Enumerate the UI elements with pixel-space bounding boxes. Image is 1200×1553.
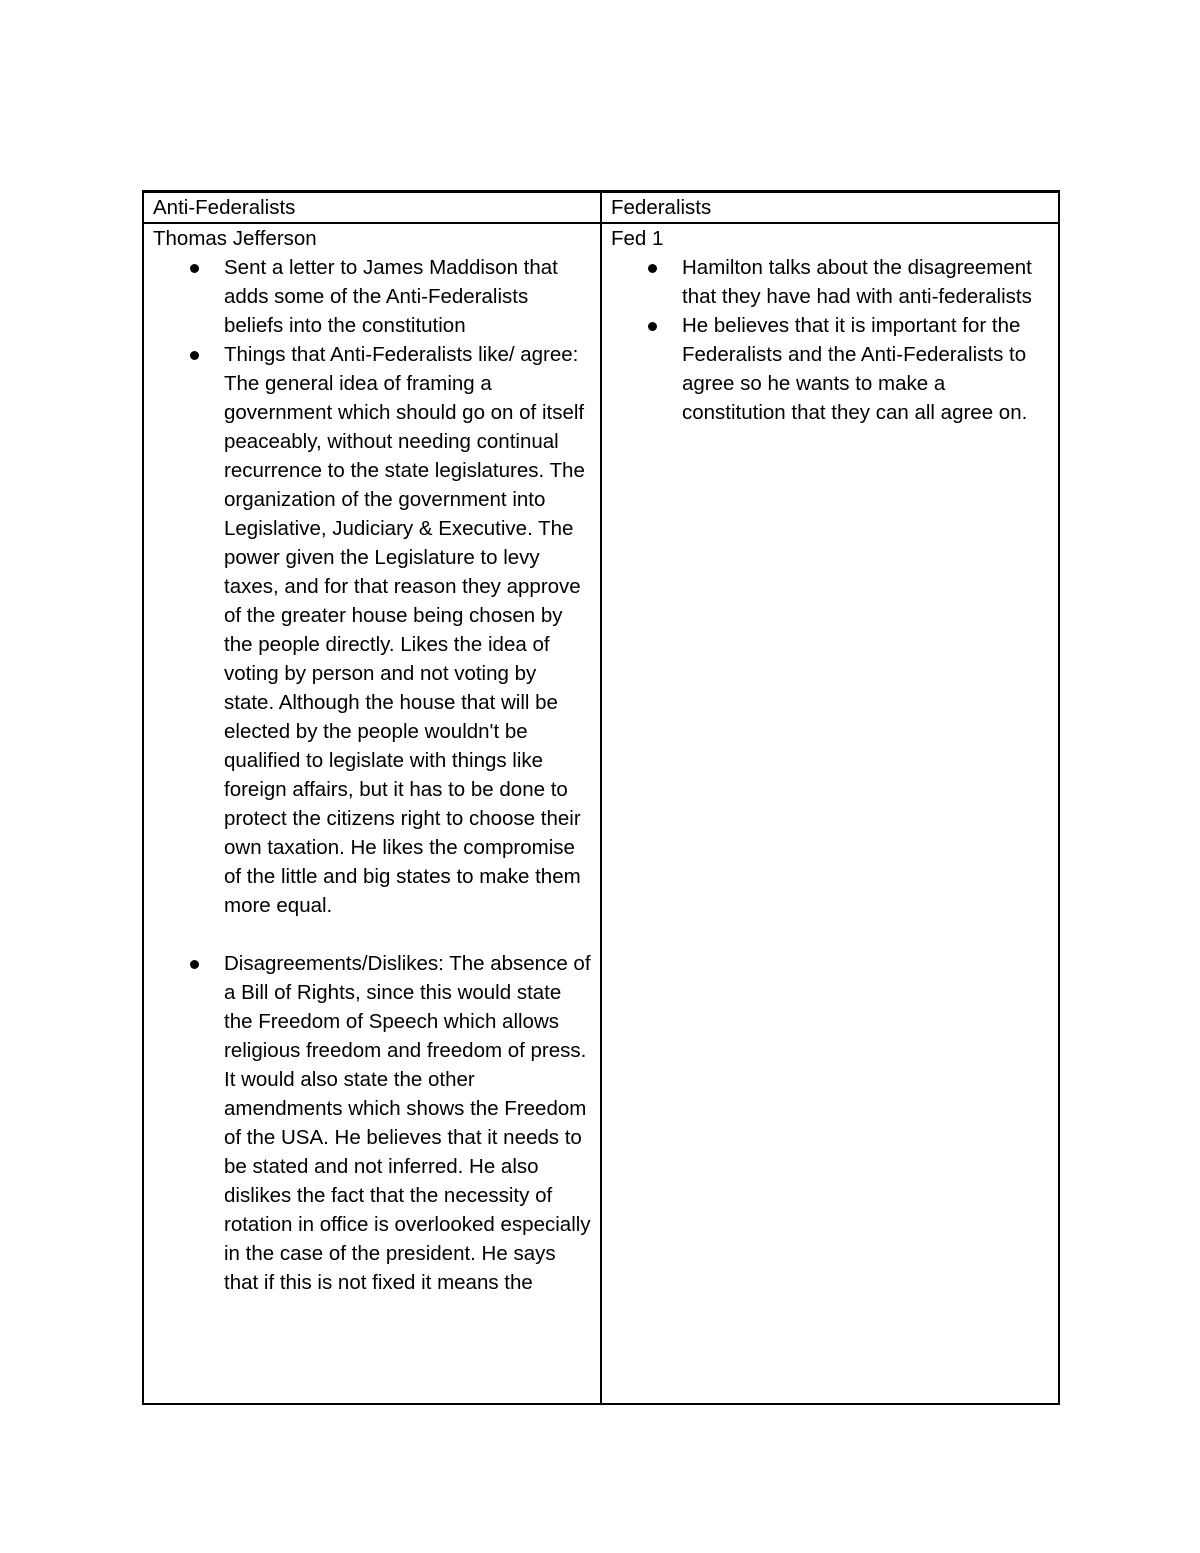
header-cell-anti-federalists: Anti-Federalists xyxy=(143,192,601,224)
federalists-bullet-list xyxy=(611,253,1050,427)
left-cell-heading: Thomas Jefferson xyxy=(153,227,317,250)
table-header-row xyxy=(143,192,1059,224)
list-item-text: Disagreements/Dislikes: The absence of a Bill of Rights, since this would state the Freedom of Speech which allows religious freedom and freedom of press. It would also state the other amendments which shows the Freedom of the USA. He believes that it needs to be stated and not inferred. He also dislikes the fact that the necessity of rotation in office is overlooked especially in the case of the president. He says that if this is not fixed it means the xyxy=(224,952,591,1294)
list-item-text: He believes that it is important for the Federalists and the Anti-Federalists to agree so he wants to make a constitution that they can all agree on. xyxy=(682,314,1028,424)
bullet-icon xyxy=(648,264,657,273)
bullet-icon xyxy=(190,264,199,273)
bullet-icon xyxy=(190,960,199,969)
list-item xyxy=(682,311,1050,427)
list-item-text: Hamilton talks about the disagreement that they have had with anti-federalists xyxy=(682,256,1032,308)
table-body-row xyxy=(143,223,1059,1404)
list-item-text: Sent a letter to James Maddison that adds some of the Anti-Federalists beliefs into the constitution xyxy=(224,256,558,337)
right-cell-heading: Fed 1 xyxy=(611,227,664,250)
list-item xyxy=(224,949,592,1297)
bullet-icon xyxy=(190,351,199,360)
anti-federalists-bullet-list xyxy=(153,253,592,1297)
list-item xyxy=(224,340,592,920)
bullet-icon xyxy=(648,322,657,331)
anti-federalists-cell xyxy=(143,223,601,1404)
header-cell-federalists: Federalists xyxy=(601,192,1059,224)
list-item xyxy=(224,253,592,340)
federalists-cell xyxy=(601,223,1059,1404)
comparison-table xyxy=(142,190,1060,1405)
list-item-text: Things that Anti-Federalists like/ agree: The general idea of framing a government which should go on of itself peaceably, without needing continual recurrence to the state legislatures. The organization of the government into Legislative, Judiciary & Executive. The power given the Legislature to levy taxes, and for that reason they approve of the greater house being chosen by the people directly. Likes the idea of voting by person and not voting by state. Although the house that will be elected by the people wouldn't be qualified to legislate with things like foreign affairs, but it has to be done to protect the citizens right to choose their own taxation. He likes the compromise of the little and big states to make them more equal. xyxy=(224,343,585,917)
list-item xyxy=(682,253,1050,311)
